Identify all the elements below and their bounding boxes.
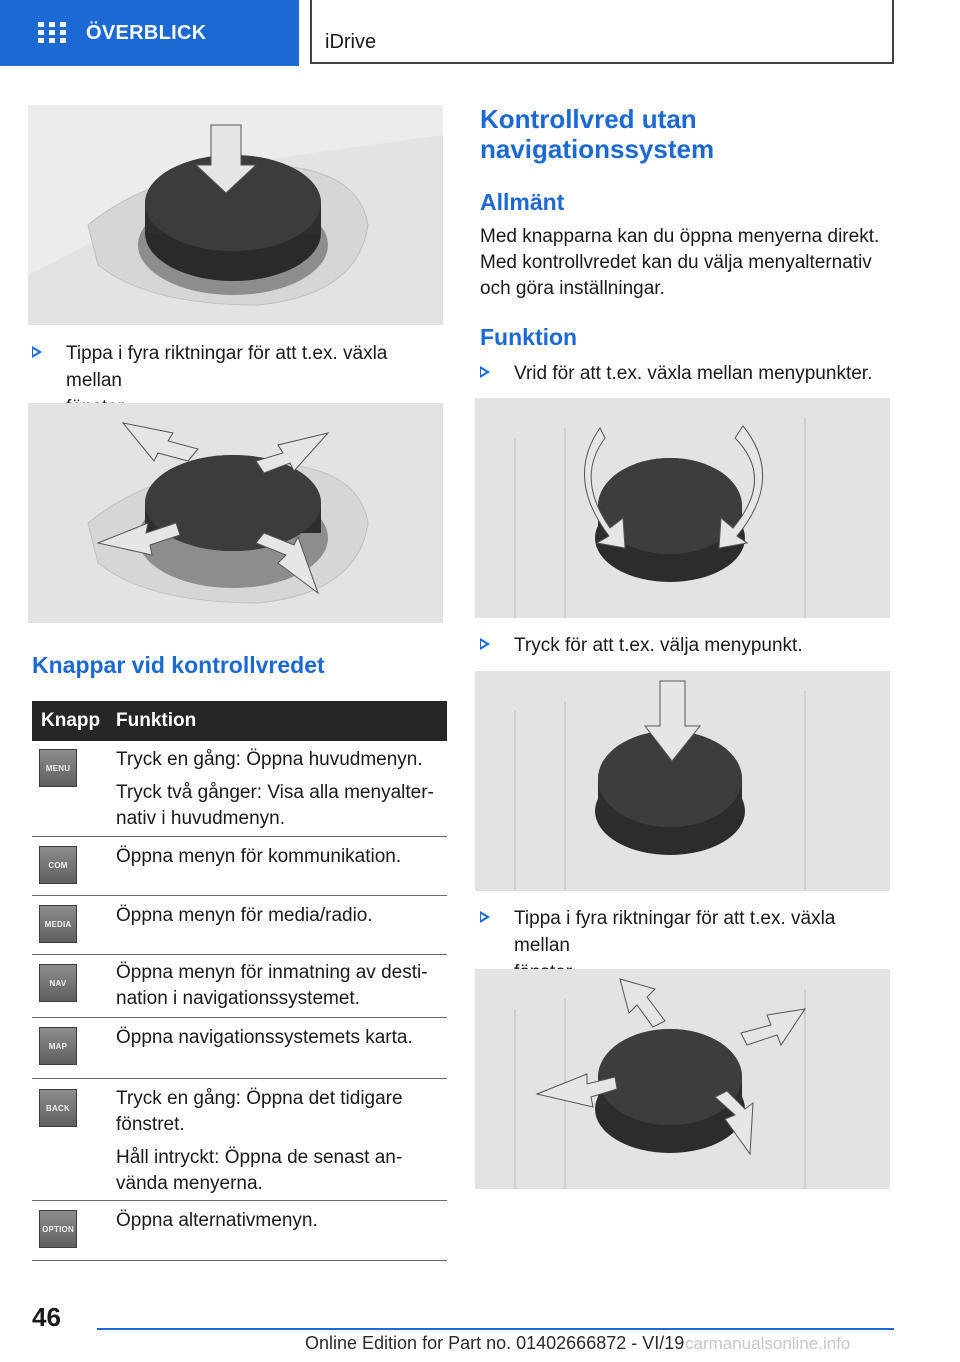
cell-text: nativ i huvudmenyn. [116,808,285,829]
cell-text: Öppna menyn för media/radio. [116,905,373,926]
bullet-triangle-icon [480,911,490,923]
function-heading: Funktion [480,324,578,350]
controller-push-illustration [28,105,443,325]
controller-tilt-illustration [28,403,443,623]
section-title: iDrive [325,31,377,53]
table-row [32,896,447,955]
cell-text: Öppna menyn för kommunikation. [116,846,402,867]
bullet-triangle-icon [32,346,42,358]
grid-icon [38,22,66,44]
bullet-press [480,632,895,660]
bullet-tip-left [32,340,447,400]
paragraph-line: Med knapparna kan du öppna menyerna direkt. [480,226,880,247]
page-title-line-2: navigationssystem [480,134,715,164]
cell-text: Öppna menyn för inmatning av desti- [116,962,428,983]
cell-text: Håll intryckt: Öppna de senast an- [116,1147,403,1168]
controller-turn-illustration [475,398,890,618]
page-title [480,104,714,164]
page-title-line-1: Kontrollvred utan [480,104,697,134]
bullet-text: Tryck för att t.ex. välja menypunkt. [514,635,803,656]
back-key-icon: BACK [39,1089,77,1127]
com-key-icon: COM [39,846,77,884]
overview-tab-label: ÖVERBLICK [86,21,207,44]
table-row [32,1079,447,1201]
menu-key-icon: MENU [39,749,77,787]
bullet-triangle-icon [480,638,490,650]
paragraph-line: Med kontrollvredet kan du välja menyalternativ [480,252,872,273]
table-row [32,955,447,1018]
bullet-turn [480,360,895,388]
cell-text: Öppna alternativmenyn. [116,1210,318,1231]
cell-text: Tryck en gång: Öppna huvudmenyn. [116,749,423,770]
page-number: 46 [32,1302,61,1332]
option-key-icon: OPTION [39,1210,77,1248]
media-key-icon: MEDIA [39,905,77,943]
paragraph-line: och göra inställningar. [480,278,665,299]
cell-text: Öppna navigationssystemets karta. [116,1027,413,1048]
general-heading: Allmänt [480,189,565,215]
controller-tilt-illustration-2 [475,969,890,1189]
bullet-text: Vrid för att t.ex. växla mellan menypunkter. [514,363,873,384]
table-row [32,837,447,896]
header-frame [310,0,894,64]
bullet-text: Tippa i fyra riktningar för att t.ex. växla mellan [514,908,836,956]
table-row [32,1018,447,1079]
general-paragraph [480,224,879,302]
cell-text: Tryck en gång: Öppna det tidigare [116,1088,403,1109]
table-header [32,701,447,741]
bullet-text: Tippa i fyra riktningar för att t.ex. växla mellan [66,343,388,391]
bullet-triangle-icon [480,366,490,378]
bullet-tip-right [480,905,895,965]
nav-key-icon: NAV [39,964,77,1002]
header-funktion: Funktion [116,710,197,731]
table-row [32,741,447,837]
buttons-heading: Knappar vid kontrollvredet [32,652,325,678]
footer-divider [97,1328,894,1330]
cell-text: fönstret. [116,1114,185,1135]
controller-press-illustration [475,671,890,891]
table-row [32,1201,447,1261]
watermark-text: carmanualsonline.info [685,1334,851,1353]
edition-text: Online Edition for Part no. 01402666872 - VI/19 [305,1333,685,1353]
cell-text: Tryck två gånger: Visa alla menyalter- [116,782,434,803]
cell-text: nation i navigationssystemet. [116,988,360,1009]
cell-text: vända menyerna. [116,1173,263,1194]
header-knapp: Knapp [41,710,101,731]
overview-tab[interactable] [0,0,299,66]
map-key-icon: MAP [39,1027,77,1065]
